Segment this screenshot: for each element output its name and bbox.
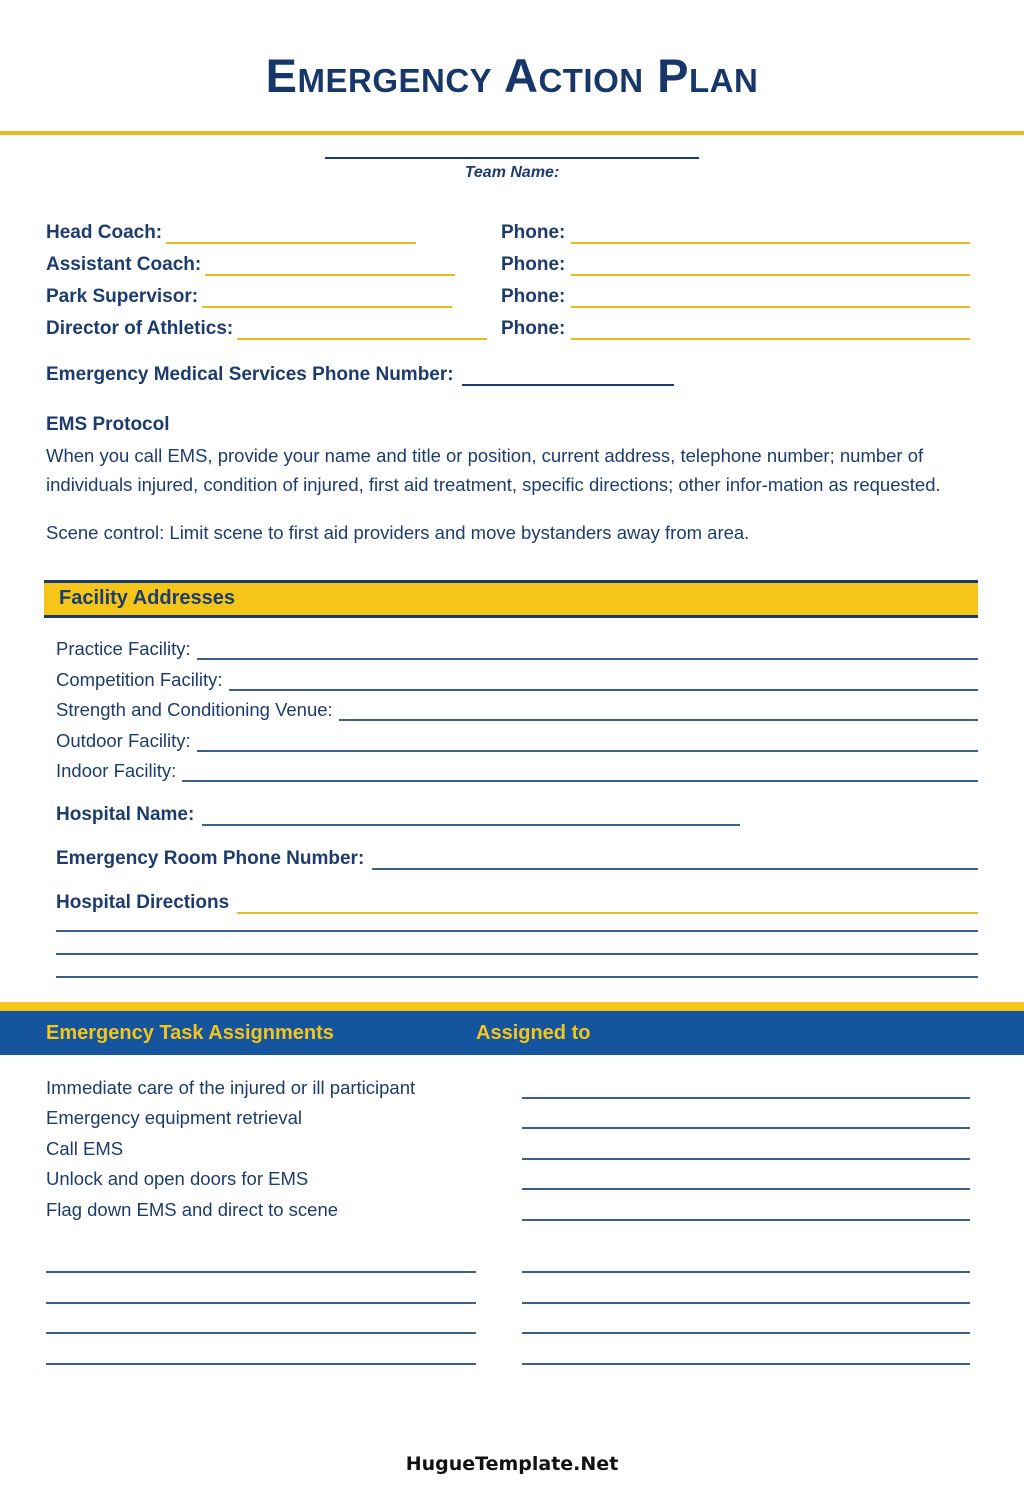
facility-row-label: Outdoor Facility: (56, 729, 191, 751)
emergency-room-phone-input[interactable] (372, 853, 978, 870)
contact-role-label: Assistant Coach: (46, 254, 202, 275)
task-assignee-input[interactable] (522, 1082, 970, 1099)
team-name-blank-line[interactable] (325, 157, 699, 159)
task-blank-row (46, 1243, 970, 1274)
ems-phone-input[interactable] (462, 368, 674, 386)
contact-row (46, 276, 970, 308)
contact-phone-label: Phone: (501, 222, 566, 243)
facility-row-label: Indoor Facility: (56, 760, 177, 781)
ems-phone-row (0, 364, 1024, 386)
facility-row-label: Strength and Conditioning Venue: (56, 699, 333, 720)
facility-row-input[interactable] (339, 704, 978, 721)
task-assignments-title: Emergency Task Assignments (46, 1021, 334, 1044)
task-label: Flag down EMS and direct to scene (46, 1198, 339, 1220)
facility-row-input[interactable] (182, 765, 978, 782)
task-blank-input[interactable] (46, 1317, 476, 1334)
facility-addresses-title: Facility Addresses (59, 587, 236, 609)
task-blank-input[interactable] (46, 1287, 476, 1304)
task-blank-row (46, 1304, 970, 1335)
facility-addresses-section (0, 580, 1024, 979)
task-assignee-input[interactable] (522, 1173, 970, 1190)
task-assignments-section (0, 1002, 1024, 1365)
contact-phone-label: Phone: (501, 254, 566, 275)
emergency-room-phone-label: Emergency Room Phone Number: (56, 848, 365, 869)
hospital-directions-blank-line[interactable] (56, 976, 978, 978)
task-label: Immediate care of the injured or ill participant (46, 1076, 416, 1098)
hospital-name-row (44, 804, 978, 826)
contacts-section (0, 212, 1024, 340)
task-rows (0, 1068, 1024, 1221)
task-blank-assignee-input[interactable] (522, 1348, 970, 1365)
ems-scene-control-paragraph: Scene control: Limit scene to first aid providers and move bystanders away from area. (46, 522, 750, 543)
hospital-directions-row (44, 892, 978, 914)
contact-phone-column (501, 318, 970, 340)
task-blank-rows (0, 1243, 1024, 1365)
page-title: Emergency Action Plan (265, 49, 759, 102)
facility-rows (44, 630, 978, 783)
hospital-directions-blank-line[interactable] (56, 953, 978, 955)
facility-row-label: Practice Facility: (56, 638, 191, 659)
facility-row-input[interactable] (197, 643, 978, 660)
task-label: Emergency equipment retrieval (46, 1107, 303, 1128)
contact-row (46, 308, 970, 340)
hospital-directions-label: Hospital Directions (56, 892, 230, 913)
hospital-name-label: Hospital Name: (56, 804, 195, 825)
contact-name-column (46, 286, 501, 308)
ems-protocol-section (0, 414, 1024, 548)
contact-phone-input[interactable] (571, 288, 970, 308)
team-name-block (0, 157, 1024, 182)
gold-accent-strip (0, 1002, 1024, 1011)
contact-phone-label: Phone: (501, 286, 566, 307)
gold-divider (0, 131, 1024, 135)
contact-name-input[interactable] (202, 288, 452, 308)
facility-addresses-header-bar (44, 580, 978, 618)
task-blank-input[interactable] (46, 1348, 476, 1365)
contact-phone-column (501, 222, 970, 244)
contact-phone-input[interactable] (571, 224, 970, 244)
task-row (46, 1129, 970, 1160)
facility-row-input[interactable] (197, 735, 978, 752)
contact-role-label: Head Coach: (46, 222, 163, 243)
contact-name-input[interactable] (166, 224, 416, 244)
ems-protocol-heading: EMS Protocol (46, 414, 170, 435)
task-blank-assignee-input[interactable] (522, 1317, 970, 1334)
task-assignee-input[interactable] (522, 1112, 970, 1129)
task-assignee-input[interactable] (522, 1204, 970, 1221)
contact-phone-input[interactable] (571, 256, 970, 276)
task-blank-row (46, 1334, 970, 1365)
contact-name-column (46, 254, 501, 276)
hospital-name-input[interactable] (202, 809, 740, 826)
contact-role-label: Park Supervisor: (46, 286, 199, 307)
task-row (46, 1160, 970, 1191)
contact-name-input[interactable] (237, 320, 487, 340)
contact-phone-column (501, 286, 970, 308)
facility-row (56, 630, 978, 661)
contact-name-column (46, 318, 501, 340)
title-block (0, 0, 1024, 102)
task-assignments-header-bar (0, 1011, 1024, 1055)
task-label: Unlock and open doors for EMS (46, 1168, 309, 1189)
team-name-label: Team Name: (464, 164, 560, 181)
facility-row (56, 660, 978, 691)
contact-phone-input[interactable] (571, 320, 970, 340)
contact-name-input[interactable] (205, 256, 455, 276)
task-blank-assignee-input[interactable] (522, 1256, 970, 1273)
contact-phone-label: Phone: (501, 318, 566, 339)
task-assignee-input[interactable] (522, 1143, 970, 1160)
ems-phone-label: Emergency Medical Services Phone Number: (46, 364, 454, 385)
contact-row (46, 212, 970, 244)
contact-role-label: Director of Athletics: (46, 318, 234, 339)
task-blank-input[interactable] (46, 1256, 476, 1273)
task-row (46, 1099, 970, 1130)
task-row (46, 1190, 970, 1221)
ems-protocol-paragraph: When you call EMS, provide your name and title or position, current address, telephone number; number of individuals injured, condition of injured, first aid treatment, specific directions; other infor-mation as requested. (46, 445, 941, 495)
facility-row-label: Competition Facility: (56, 668, 223, 690)
contact-name-column (46, 222, 501, 244)
facility-row (56, 721, 978, 752)
footer-watermark: HugueTemplate.Net (405, 1453, 619, 1475)
facility-row (56, 691, 978, 722)
task-blank-assignee-input[interactable] (522, 1287, 970, 1304)
hospital-directions-blank-line[interactable] (56, 930, 978, 932)
facility-row-input[interactable] (229, 674, 978, 691)
task-row (46, 1068, 970, 1099)
facility-row (56, 752, 978, 783)
contact-row (46, 244, 970, 276)
assigned-to-title: Assigned to (476, 1021, 591, 1044)
ems-protocol-body (46, 442, 968, 548)
task-blank-row (46, 1273, 970, 1304)
task-label: Call EMS (46, 1137, 124, 1159)
hospital-directions-blank-lines (44, 930, 978, 978)
hospital-directions-input[interactable] (237, 897, 978, 914)
contact-phone-column (501, 254, 970, 276)
emergency-room-phone-row (44, 848, 978, 870)
